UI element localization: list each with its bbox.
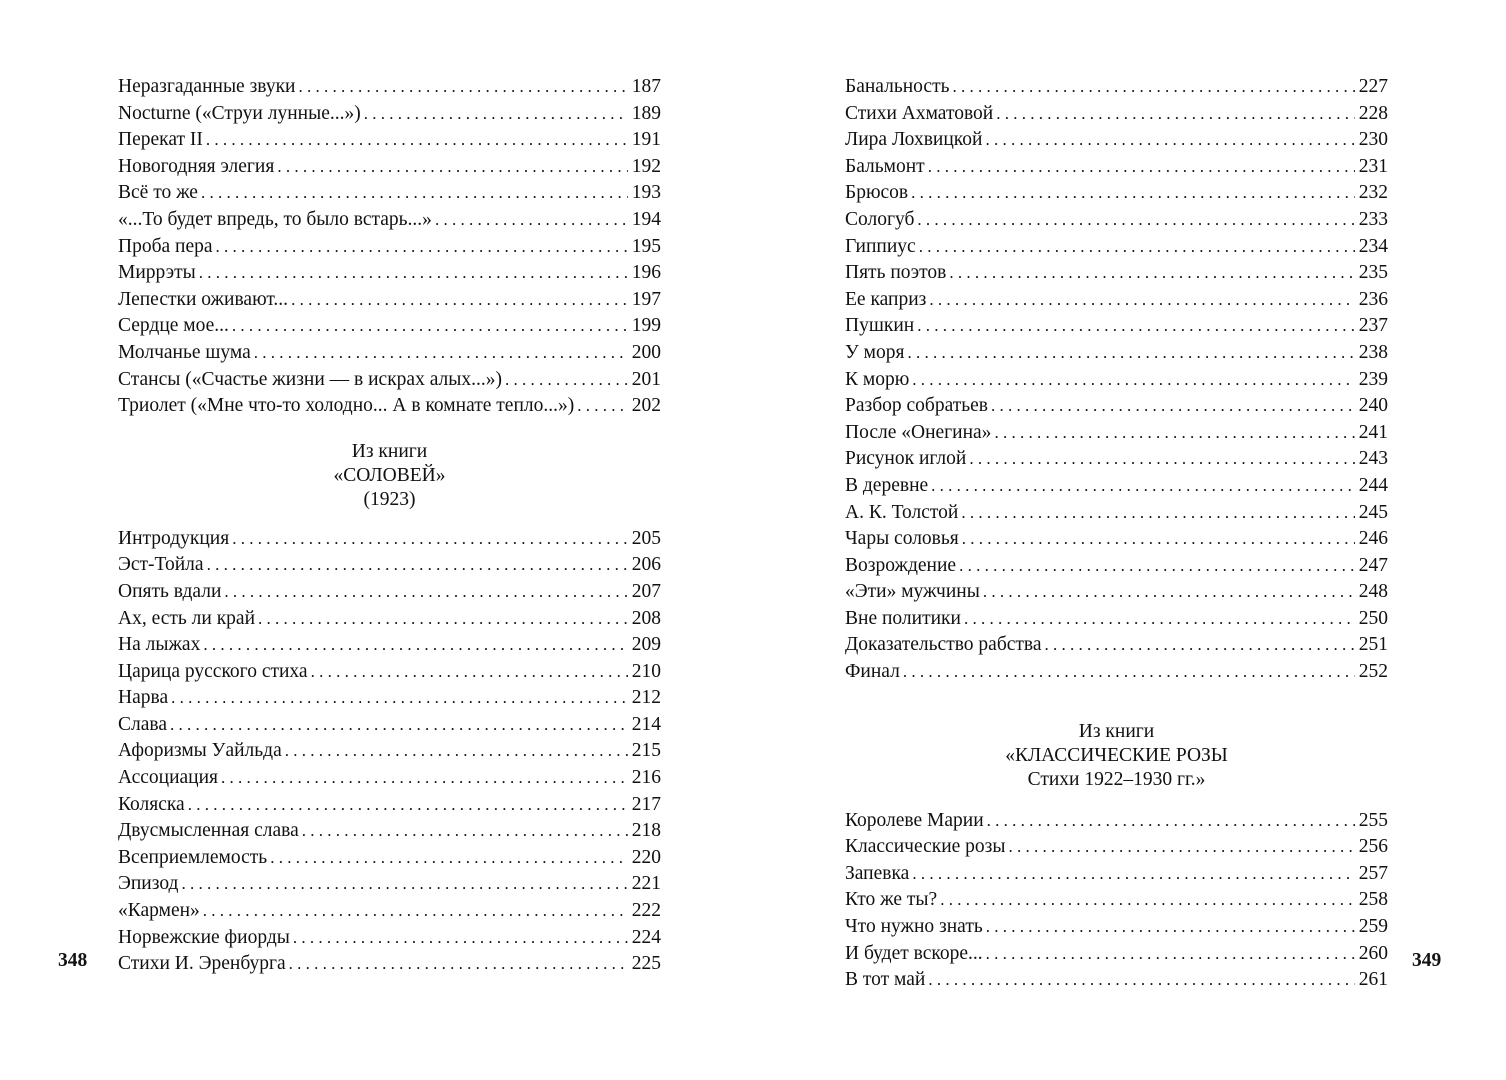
toc-entry-page: 241 <box>1358 421 1388 443</box>
toc-leader-dots <box>929 287 1355 314</box>
toc-entry <box>118 898 661 925</box>
toc-entry-page: 196 <box>631 262 661 284</box>
toc-leader-dots <box>912 367 1355 394</box>
toc-entry-title: Двусмысленная слава <box>118 820 299 842</box>
toc-entry <box>118 579 661 606</box>
toc-entry-page: 222 <box>631 900 661 922</box>
toc-entry <box>118 287 661 314</box>
section-heading-line: «КЛАССИЧЕСКИЕ РОЗЫ <box>1005 744 1228 766</box>
toc-entry <box>845 632 1388 659</box>
toc-leader-dots <box>221 765 628 792</box>
toc-entry-page: 258 <box>1358 889 1388 911</box>
toc-leader-dots <box>188 792 628 819</box>
toc-entry-page: 214 <box>631 713 661 735</box>
toc-leader-dots <box>270 845 628 872</box>
toc-entry-title: Молчанье шума <box>118 341 251 363</box>
toc-entry-title: Миррэты <box>118 262 196 284</box>
toc-leader-dots <box>277 154 628 181</box>
toc-entry-title: Возрождение <box>845 554 957 576</box>
toc-leader-dots <box>919 234 1355 261</box>
toc-entry-page: 206 <box>631 554 661 576</box>
toc-list <box>118 526 661 978</box>
toc-entry <box>845 808 1388 835</box>
toc-entry-title: Доказательство рабства <box>845 634 1042 656</box>
toc-leader-dots <box>986 941 1355 968</box>
toc-entry-title: «...То будет впредь, то было встарь...» <box>118 208 432 230</box>
toc-entry-page: 255 <box>1358 809 1388 831</box>
toc-entry-page: 240 <box>1358 395 1388 417</box>
toc-entry-page: 228 <box>1358 102 1388 124</box>
toc-entry-title: Чары соловья <box>845 528 959 550</box>
toc-entry-title: Финал <box>845 661 900 683</box>
toc-entry-page: 194 <box>631 208 661 230</box>
toc-entry-page: 205 <box>631 527 661 549</box>
toc-entry <box>845 154 1388 181</box>
page-number-left: 348 <box>58 950 88 971</box>
toc-entry-title: Бальмонт <box>845 155 925 177</box>
toc-entry-page: 237 <box>1358 315 1388 337</box>
toc-entry-title: И будет вскоре... <box>845 942 983 964</box>
toc-entry-title: К морю <box>845 368 910 390</box>
toc-entry-page: 197 <box>631 288 661 310</box>
toc-leader-dots <box>435 207 628 234</box>
toc-leader-dots <box>961 500 1355 527</box>
toc-entry <box>118 313 661 340</box>
toc-entry-title: Норвежские фиорды <box>118 926 290 948</box>
toc-entry-title: После «Онегина» <box>845 421 992 443</box>
toc-entry <box>118 845 661 872</box>
toc-entry <box>845 659 1388 686</box>
toc-entry-title: Афоризмы Уайльда <box>118 740 282 762</box>
toc-leader-dots <box>912 861 1355 888</box>
toc-entry-title: В деревне <box>845 474 929 496</box>
toc-entry <box>845 941 1388 968</box>
toc-entry <box>845 420 1388 447</box>
toc-entry-page: 207 <box>631 580 661 602</box>
toc-entry <box>118 685 661 712</box>
toc-entry <box>118 765 661 792</box>
toc-leader-dots <box>903 659 1355 686</box>
toc-leader-dots <box>199 260 628 287</box>
toc-entry-page: 243 <box>1358 448 1388 470</box>
toc-entry-title: Что нужно знать <box>845 916 983 938</box>
toc-leader-dots <box>949 260 1355 287</box>
toc-entry <box>845 313 1388 340</box>
toc-leader-dots <box>258 606 628 633</box>
section-heading-classic-roses <box>845 720 1388 792</box>
toc-entry-title: В тот май <box>845 969 926 991</box>
section-heading-line: «СОЛОВЕЙ» <box>333 464 446 486</box>
toc-leader-dots <box>962 526 1355 553</box>
toc-leader-dots <box>996 101 1355 128</box>
toc-entry-title: Стихи Ахматовой <box>845 102 994 124</box>
toc-entry <box>845 367 1388 394</box>
toc-leader-dots <box>201 180 628 207</box>
toc-entry-title: «Эти» мужчины <box>845 581 980 603</box>
toc-entry-page: 192 <box>631 155 661 177</box>
toc-entry-page: 227 <box>1358 76 1388 97</box>
toc-entry-title: Кто же ты? <box>845 889 938 911</box>
toc-leader-dots <box>302 818 628 845</box>
toc-leader-dots <box>285 738 628 765</box>
toc-entry-title: Стихи И. Эренбурга <box>118 953 286 975</box>
toc-entry <box>118 367 661 394</box>
toc-leader-dots <box>1009 834 1356 861</box>
toc-entry <box>118 207 661 234</box>
toc-entry-page: 221 <box>631 873 661 895</box>
toc-entry <box>118 871 661 898</box>
toc-entry <box>118 632 661 659</box>
toc-entry-title: Проба пера <box>118 235 213 257</box>
toc-entry <box>118 234 661 261</box>
toc-leader-dots <box>991 393 1355 420</box>
toc-leader-dots <box>207 552 628 579</box>
toc-entry-page: 231 <box>1358 155 1388 177</box>
toc-leader-dots <box>181 871 628 898</box>
toc-entry-title: Сологуб <box>845 208 915 230</box>
toc-entry-page: 250 <box>1358 607 1388 629</box>
toc-entry-page: 218 <box>631 820 661 842</box>
toc-entry-title: Коляска <box>118 793 185 815</box>
toc-entry-title: Новогодняя элегия <box>118 155 275 177</box>
toc-leader-dots <box>985 127 1355 154</box>
toc-entry-page: 217 <box>631 793 661 815</box>
toc-entry-page: 193 <box>631 182 661 204</box>
toc-entry-title: Банальность <box>845 76 950 97</box>
toc-entry-page: 220 <box>631 846 661 868</box>
toc-entry <box>845 473 1388 500</box>
toc-entry-page: 201 <box>631 368 661 390</box>
toc-leader-dots <box>917 207 1355 234</box>
toc-entry-title: Стансы («Счастье жизни — в искрах алых...») <box>118 368 502 390</box>
toc-entry-title: Опять вдали <box>118 580 222 602</box>
toc-entry <box>845 887 1388 914</box>
toc-entry-page: 215 <box>631 740 661 762</box>
toc-leader-dots <box>505 367 628 394</box>
toc-entry-title: Nocturne («Струи лунные...») <box>118 102 361 124</box>
toc-entry <box>845 914 1388 941</box>
toc-entry-title: Вне политики <box>845 607 961 629</box>
toc-leader-dots <box>959 553 1355 580</box>
toc-entry <box>845 180 1388 207</box>
toc-entry <box>118 712 661 739</box>
toc-entry-page: 202 <box>631 395 661 417</box>
toc-entry-title: Королеве Марии <box>845 809 984 831</box>
toc-entry <box>118 552 661 579</box>
toc-entry-page: 239 <box>1358 368 1388 390</box>
toc-entry-title: Сердце мое... <box>118 315 229 337</box>
toc-entry-page: 259 <box>1358 916 1388 938</box>
toc-entry-page: 248 <box>1358 581 1388 603</box>
toc-entry-page: 238 <box>1358 341 1388 363</box>
section-heading-solovey <box>118 440 661 512</box>
toc-entry-title: Классические розы <box>845 836 1006 858</box>
toc-entry <box>845 553 1388 580</box>
toc-entry <box>118 340 661 367</box>
toc-entry-page: 200 <box>631 341 661 363</box>
toc-entry-page: 224 <box>631 926 661 948</box>
toc-entry-title: Слава <box>118 713 167 735</box>
toc-entry-title: У моря <box>845 341 905 363</box>
toc-entry <box>118 154 661 181</box>
toc-entry-page: 247 <box>1358 554 1388 576</box>
toc-entry <box>845 207 1388 234</box>
toc-leader-dots <box>994 420 1355 447</box>
toc-leader-dots <box>364 101 628 128</box>
toc-entry <box>845 834 1388 861</box>
toc-entry-title: Ее каприз <box>845 288 927 310</box>
toc-entry <box>118 925 661 952</box>
toc-leader-dots <box>291 287 628 314</box>
toc-entry-page: 257 <box>1358 862 1388 884</box>
toc-entry <box>118 393 661 420</box>
toc-entry-page: 235 <box>1358 262 1388 284</box>
section-heading-line: Стихи 1922–1930 гг.» <box>1027 768 1206 790</box>
toc-leader-dots <box>170 712 628 739</box>
toc-entry-page: 246 <box>1358 528 1388 550</box>
toc-entry <box>845 340 1388 367</box>
toc-entry-title: Нарва <box>118 687 169 709</box>
toc-entry-page: 232 <box>1358 182 1388 204</box>
toc-entry-title: Рисунок иглой <box>845 448 967 470</box>
toc-leader-dots <box>254 340 628 367</box>
toc-entry-page: 209 <box>631 634 661 656</box>
toc-leader-dots <box>216 234 628 261</box>
toc-entry-page: 252 <box>1358 661 1388 683</box>
toc-entry-title: Интродукция <box>118 527 230 549</box>
toc-entry-page: 234 <box>1358 235 1388 257</box>
toc-leader-dots <box>986 914 1355 941</box>
toc-entry-page: 191 <box>631 129 661 151</box>
toc-entry <box>118 180 661 207</box>
section-heading-line: Из книги <box>351 440 428 462</box>
toc-entry <box>118 127 661 154</box>
toc-leader-dots <box>969 446 1355 473</box>
toc-entry-page: 208 <box>631 607 661 629</box>
toc-entry-page: 245 <box>1358 501 1388 523</box>
toc-entry-page: 244 <box>1358 474 1388 496</box>
toc-entry-page: 256 <box>1358 836 1388 858</box>
toc-entry-title: На лыжах <box>118 634 201 656</box>
toc-entry-title: Лира Лохвицкой <box>845 129 983 151</box>
toc-entry <box>118 792 661 819</box>
toc-list <box>845 74 1388 686</box>
toc-leader-dots <box>917 313 1355 340</box>
toc-entry-page: 195 <box>631 235 661 257</box>
toc-entry-title: Пушкин <box>845 315 915 337</box>
toc-entry-page: 233 <box>1358 208 1388 230</box>
toc-list <box>118 74 661 420</box>
toc-entry-title: Всеприемлемость <box>118 846 268 868</box>
toc-leader-dots <box>908 340 1356 367</box>
toc-leader-dots <box>311 659 628 686</box>
toc-leader-dots <box>293 925 628 952</box>
toc-entry-title: Триолет («Мне что-то холодно... А в комнате тепло...») <box>118 395 575 417</box>
toc-leader-dots <box>952 74 1355 101</box>
toc-entry-title: Перекат II <box>118 129 203 151</box>
toc-entry <box>845 967 1388 994</box>
toc-entry-page: 230 <box>1358 129 1388 151</box>
toc-entry <box>845 74 1388 101</box>
toc-entry-page: 212 <box>631 687 661 709</box>
toc-leader-dots <box>203 898 628 925</box>
toc-entry-title: Неразгаданные звуки <box>118 76 296 97</box>
toc-leader-dots <box>203 632 628 659</box>
toc-entry <box>845 606 1388 633</box>
toc-entry-title: Гиппиус <box>845 235 916 257</box>
toc-entry-title: Эст-Тойла <box>118 554 204 576</box>
toc-leader-dots <box>1045 632 1355 659</box>
page-number-right: 349 <box>1412 950 1442 971</box>
toc-leader-dots <box>931 473 1355 500</box>
toc-leader-dots <box>224 579 628 606</box>
toc-entry <box>845 287 1388 314</box>
section-heading-line: Из книги <box>1078 720 1155 742</box>
toc-entry-title: Всё то же <box>118 182 198 204</box>
toc-leader-dots <box>940 887 1355 914</box>
toc-leader-dots <box>928 967 1355 994</box>
toc-entry-title: Ассоциация <box>118 767 219 789</box>
toc-entry-page: 187 <box>631 76 661 97</box>
toc-entry <box>845 861 1388 888</box>
toc-entry-page: 260 <box>1358 942 1388 964</box>
toc-entry <box>118 260 661 287</box>
toc-leader-dots <box>206 127 628 154</box>
toc-entry-page: 225 <box>631 953 661 975</box>
toc-entry <box>118 101 661 128</box>
toc-entry <box>118 818 661 845</box>
toc-entry-page: 261 <box>1358 969 1388 991</box>
toc-list <box>845 808 1388 994</box>
toc-leader-dots <box>232 313 628 340</box>
toc-entry-title: Запевка <box>845 862 910 884</box>
toc-entry-page: 251 <box>1358 634 1388 656</box>
toc-entry-title: А. К. Толстой <box>845 501 959 523</box>
toc-entry <box>118 659 661 686</box>
toc-entry-page: 199 <box>631 315 661 337</box>
toc-column-right <box>845 74 1388 994</box>
toc-entry-title: «Кармен» <box>118 900 200 922</box>
toc-entry-title: Эпизод <box>118 873 179 895</box>
toc-entry-title: Ах, есть ли край <box>118 607 256 629</box>
toc-column-left <box>118 74 661 978</box>
toc-entry-page: 189 <box>631 102 661 124</box>
toc-entry <box>118 526 661 553</box>
toc-entry-title: Лепестки оживают... <box>118 288 289 310</box>
toc-entry <box>118 951 661 978</box>
toc-leader-dots <box>983 579 1355 606</box>
toc-entry <box>845 446 1388 473</box>
toc-entry-page: 236 <box>1358 288 1388 310</box>
toc-entry <box>845 579 1388 606</box>
toc-leader-dots <box>964 606 1355 633</box>
toc-entry-page: 216 <box>631 767 661 789</box>
toc-leader-dots <box>298 74 628 101</box>
toc-leader-dots <box>911 180 1355 207</box>
toc-leader-dots <box>577 393 628 420</box>
toc-entry <box>845 526 1388 553</box>
toc-entry <box>845 101 1388 128</box>
toc-entry <box>845 234 1388 261</box>
toc-leader-dots <box>928 154 1355 181</box>
toc-entry-title: Пять поэтов <box>845 262 947 284</box>
toc-leader-dots <box>289 951 628 978</box>
toc-entry <box>118 606 661 633</box>
toc-entry <box>118 74 661 101</box>
toc-entry-title: Царица русского стиха <box>118 660 308 682</box>
toc-entry-page: 210 <box>631 660 661 682</box>
toc-entry <box>845 393 1388 420</box>
toc-entry <box>118 738 661 765</box>
toc-leader-dots <box>987 808 1355 835</box>
toc-entry-title: Разбор собратьев <box>845 395 989 417</box>
toc-entry <box>845 260 1388 287</box>
toc-leader-dots <box>232 526 628 553</box>
toc-entry <box>845 500 1388 527</box>
toc-entry-title: Брюсов <box>845 182 909 204</box>
toc-entry <box>845 127 1388 154</box>
toc-leader-dots <box>171 685 628 712</box>
section-heading-line: (1923) <box>363 488 416 510</box>
